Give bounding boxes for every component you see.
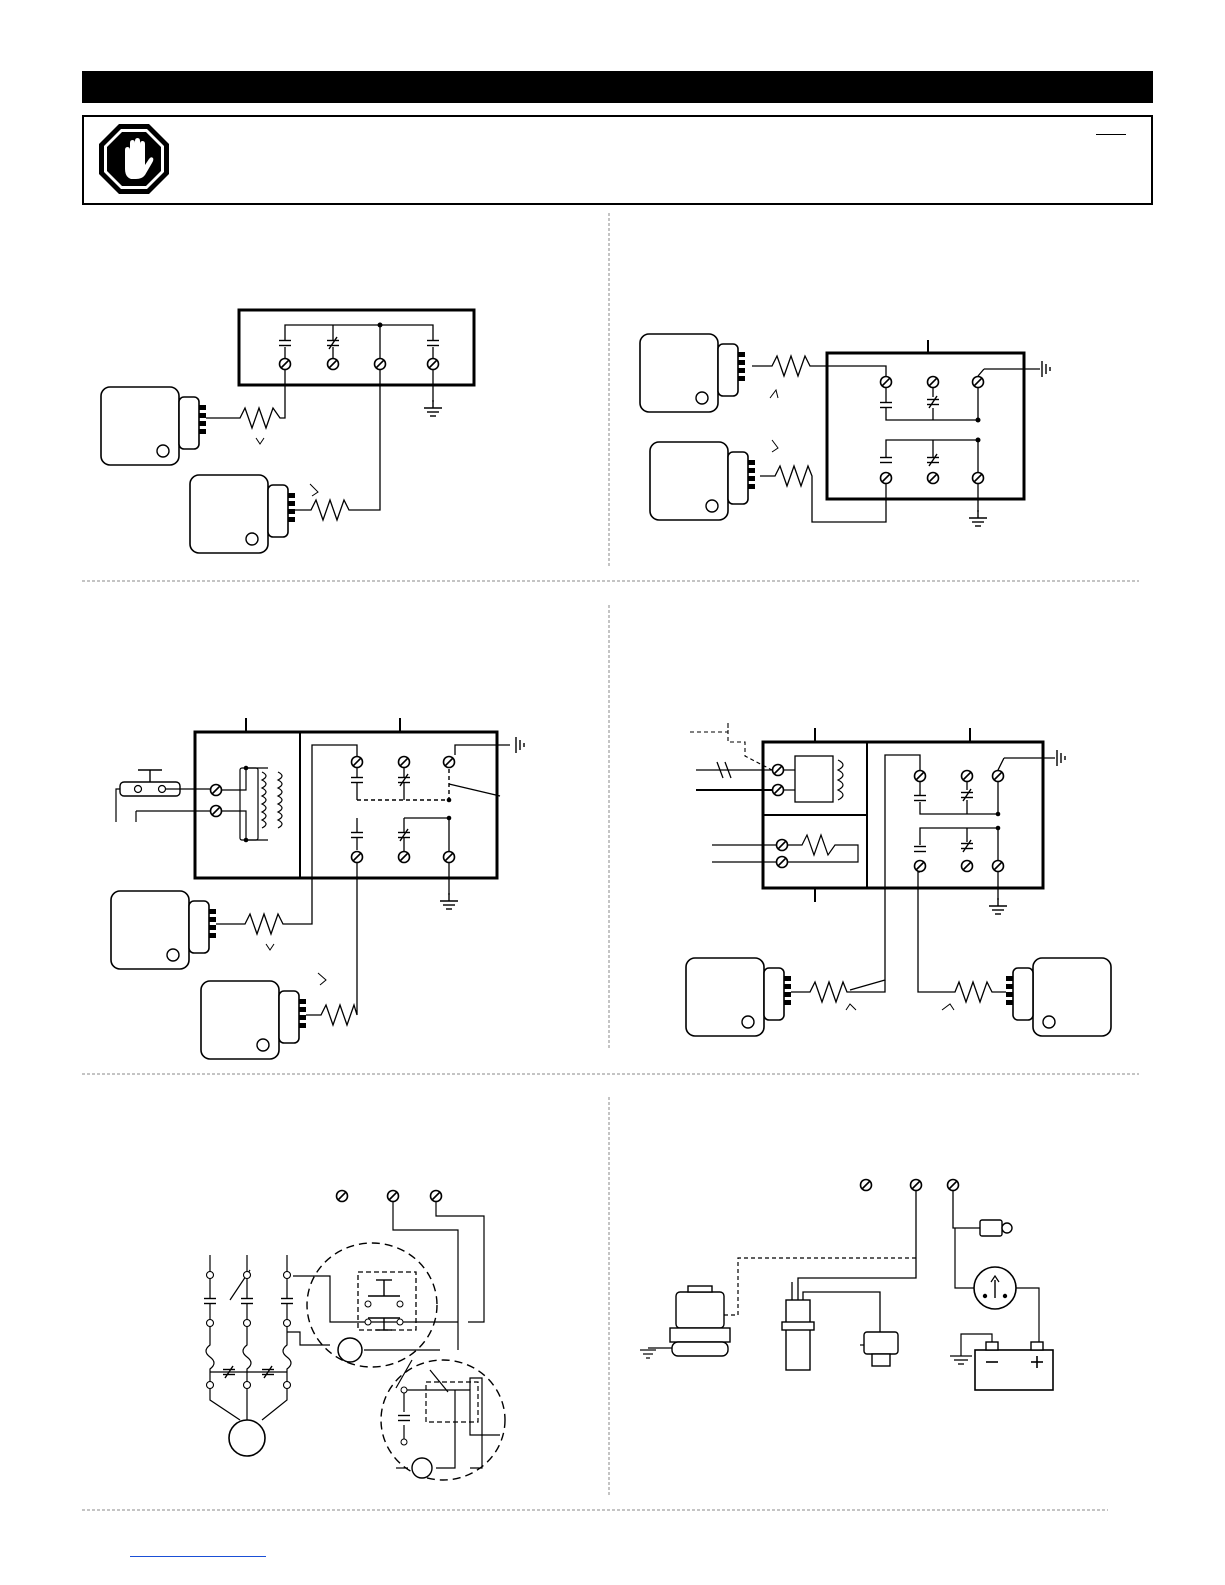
footer-link[interactable] — [130, 1556, 266, 1557]
panel-4-diagram — [686, 722, 1111, 1036]
panel-5-diagram — [204, 1191, 505, 1481]
panel-1-diagram — [101, 310, 474, 553]
panel-2-diagram — [640, 334, 1050, 526]
panel-3-diagram — [111, 718, 524, 1059]
panel-6-diagram — [640, 1180, 1053, 1391]
